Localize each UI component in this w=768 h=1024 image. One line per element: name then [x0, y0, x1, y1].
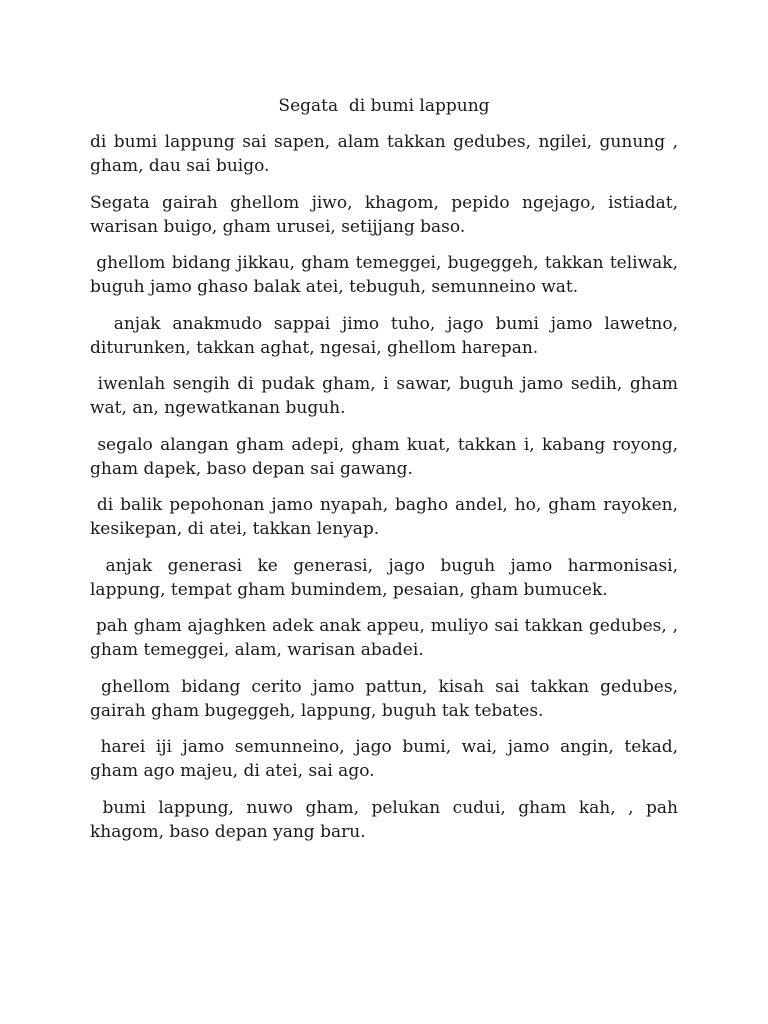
- paragraph-12: bumi lappung, nuwo gham, pelukan cudui, gham kah, , pah khagom, baso depan yang baru.: [90, 797, 684, 842]
- paragraph-5: iwenlah sengih di pudak gham, i sawar, buguh jamo sedih, gham wat, an, ngewatkanan buguh.: [90, 374, 684, 418]
- paragraph-3: ghellom bidang jikkau, gham temeggei, bugeggeh, takkan teliwak, buguh jamo ghaso balak atei, tebuguh, semunneino wat.: [90, 253, 684, 297]
- document-title: Segata di bumi lappung: [278, 96, 490, 116]
- paragraph-9: pah gham ajaghken adek anak appeu, muliyo sai takkan gedubes, , gham temeggei, alam, warisan abadei.: [90, 616, 684, 660]
- paragraph-6: segalo alangan gham adepi, gham kuat, takkan i, kabang royong, gham dapek, baso depan sai gawang.: [90, 434, 684, 479]
- paragraph-2: Segata gairah ghellom jiwo, khagom, pepido ngejago, istiadat, warisan buigo, gham urusei, setijjang baso.: [90, 192, 684, 237]
- paragraph-4: anjak anakmudo sappai jimo tuho, jago bumi jamo lawetno, diturunken, takkan aghat, ngesai, ghellom harepan.: [90, 313, 684, 358]
- document-body: [90, 130, 684, 856]
- paragraph-1: di bumi lappung sai sapen, alam takkan gedubes, ngilei, gunung , gham, dau sai buigo.: [90, 132, 684, 176]
- paragraph-10: ghellom bidang cerito jamo pattun, kisah sai takkan gedubes, gairah gham bugeggeh, lappung, buguh tak tebates.: [90, 676, 684, 721]
- paragraph-8: anjak generasi ke generasi, jago buguh jamo harmonisasi, lappung, tempat gham bumindem, pesaian, gham bumucek.: [90, 555, 684, 600]
- paragraph-7: di balik pepohonan jamo nyapah, bagho andel, ho, gham rayoken, kesikepan, di atei, takkan lenyap.: [90, 495, 684, 539]
- paragraph-11: harei iji jamo semunneino, jago bumi, wai, jamo angin, tekad, gham ago majeu, di atei, sai ago.: [90, 737, 684, 781]
